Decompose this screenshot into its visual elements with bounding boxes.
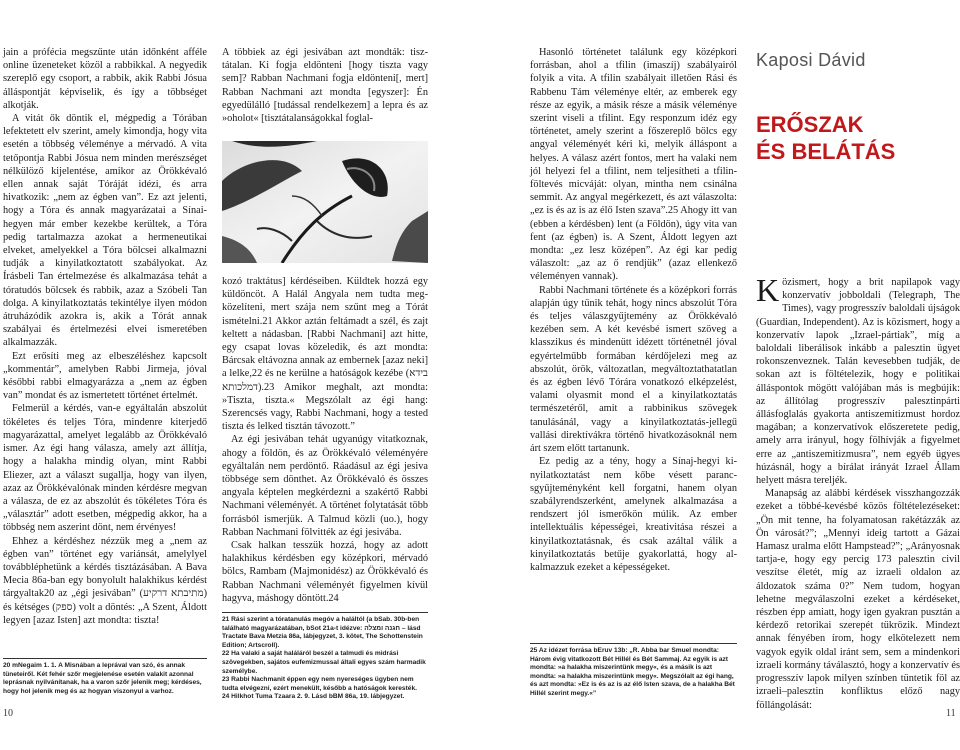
plant-silhouette-image — [222, 141, 428, 263]
drop-cap: K — [756, 272, 780, 308]
footnote: 25 Az idézet forrása bEruv 13b: „R. Abba bar Smuel mondta: Három évig vitatkozott Bét Hillél és Bét Sammaj. Az egyik is azt mondta: »a halakha miszerintünk megy«, és a másik is azt mondta: »a halakha miszerintünk megy«. Megszólalt az égi hang, és azt mondta: »Ez is és az is az élő Isten szava, de a halakha Bét Hillél szerint megy.«” — [530, 647, 735, 697]
left-column-2 — [222, 46, 428, 125]
title-line: ÉS BELÁTÁS — [756, 139, 896, 164]
page-number-right: 11 — [946, 708, 956, 719]
left-column-1 — [3, 46, 207, 627]
article-author: Kaposi Dávid — [756, 50, 866, 70]
paragraph-text: özismert, hogy a brit napilapok vagy konzervatív jobboldali (Telegraph, The Times), vagy progresszív baloldali újságok (Guardian, Independent). Az is közismert, hogy a konzervatív lapok „Izrael-pártiak”, míg a baloldali liberálisok inkább a palesztin ügyet rokonszenveznek. Talán kevesebben tudják, de sokan azt is föltételezik, hogy e politikai álláspontok mögött valójában más is megbújik: az állítólag progresszív palesztinpárti állásfoglalás gyakorta antiszemitizmust hordoz magában; a konzervatívok előszeretete pedig, amely arra irányul, hogy fölhívják a figyelmet erre az „antiszemitizmusra”, nem egyéb ügyes húzásnál, hogy a bírálat irányát Izrael Állam helyett másra tereljék. — [756, 277, 960, 487]
footnote: 21 Rási szerint a tóratanulás megóv a haláltól (a bSab. 30b-ben található magyarázatában, bSot 21a-t idézve: חגנה ומצלה – lásd Tractate Bava Metzia 86a, lábjegyzet, 3. kötet, The Schottenstein Edition; Artscroll). — [222, 616, 423, 649]
paragraph: Az égi jesivában tehát ugyanúgy vitatkoznak, ahogy a földön, és az Örökkévaló véleményére egyáltalán nem perdöntő. Ráadásul az égi jesiva többsége sem dönthet. Az Örökkévaló és összes angyala képtelen megkérdezni a szakértő Rabbi Nachmani véleményét. A történet folytatását több forrásból ismerjük. A Talmud közli (uo.), hogy Rabban Nachmani fölvitték az égi jesivába. — [222, 434, 428, 538]
footnote: 24 Hilkhot Tuma Tzaara 2. 9. Lásd bBM 86a, 19. lábjegyzet. — [222, 693, 405, 701]
article-body — [756, 272, 960, 712]
paragraph: Ezt erősíti meg az elbeszéléshez kapcsolt „kommentár”, amelyben Rabbi Jirmeja, jóval későbbi rabbi elmagyarázza a „nem az égben van” mondat és az ismertetett történet értelmét. — [3, 350, 207, 402]
right-column-3 — [530, 46, 737, 574]
paragraph: Ez pedig az a tény, hogy a Sínaj-hegyi kinyilatkoztatást nem kőbe vésett parancsgyűjteményként kell forgatni, hanem olyan szabályrendszerként, amelynek alkalmazása a rendszert jól ismerőkön múlik. Az ember intellektuális képességei, kreativitása részei a kinyilatkoztatásnak, és csak azáltal válik a kinyilatkoztatás betűje gyakorlattá, hogy alkalmazzuk ezeket a képességeket. — [530, 456, 737, 573]
title-line: ERŐSZAK — [756, 112, 864, 137]
footnotes-left — [3, 658, 207, 696]
footnote-rule — [3, 658, 207, 659]
paragraph: Hasonló történetet találunk egy középkori forrásban, ahol a tfilin (imaszíj) szabályairól folyik a vita. A tfilin szabályait illetően Rási és Rabbenu Tám véleménye eltér, az emberek egy része az egyik, a másik része a másik véleménye szerint viseli a tfilint. Egy responzum idéz egy történetet, amely szerint a főszereplő bölcs egy angyal véleményét kéri ki, melyik álláspont a helyes. A válasz azért fontos, mert ha valaki nem jól helyezi fel a tfilint, nem teljesítheti a tfilin-föltevés micváját: olyan, mintha nem csinálna semmit. Az angyal megérkezett, és azt válaszolta: „ez is és az is az élő Isten szava”.25 Ahogy itt van (ebben a kérdésben) lent (a Földön), úgy vita van fent (az égben) is. A Szent, Áldott legyen azt mondta: „ez lesz középen”. Az égi kar pedig válaszolt: „az az ő rendjük” (azaz ellenkező véleményen vannak). — [530, 47, 737, 283]
footnotes-middle — [222, 612, 428, 702]
paragraph: Felmerül a kérdés, van-e egyáltalán abszolút tökéletes és teljes Tóra, mindenre kiterjedő magyarázattal, amelyet legalább az Örökkévaló ismer. Az égi hang válasza, amely azt állítja, hogy a halakha mindig olyan, mint Rabbi Eliezer, azt a választ sugallja, hogy van ilyen, azaz az Örökkévalónak minden kérdésre megvan a válasza, de ez az abszolút és tökéletes Tóra és „választár” adott esetben, mégpedig akkor, ha a többség nem aszerint dönt, nem érvényes! — [3, 403, 207, 534]
article-title — [756, 111, 960, 165]
paragraph: jain a prófécia megszűnte után időnként afféle online üzeneteket közöl a rabbikkal. A negyedik szereplő egy csoport, a rabbik, akik Rabbi Jósua álláspontját képviselik, és így a többséget alkotják. — [3, 47, 207, 111]
paragraph: Ehhez a kérdéshez nézzük meg a „nem az égben van” történet egy variánsát, amelylyel továbbléphetünk a kérdés tisztázásában. A Bava Mecia 86a-ban egy bonyolult halakhikus kérdést tárgyaltak20 az „égi jesivában” (מתיבתא דרקיע) és kétséges (ספק) volt a döntés: „A Szent, Áldott legyen [azaz Isten] azt mondta: tiszta! — [3, 535, 207, 626]
footnote-rule — [222, 612, 428, 613]
footnote-rule — [530, 643, 737, 644]
plant-photograph — [222, 141, 428, 263]
paragraph: Csak halkan tesszük hozzá, hogy az adott halakhikus kérdésben egy középkori, mérvadó bölcs, Rambam (Majmonidész) az Örökkévaló és Rabban Nachmani véleményét figyelmen kívül hagyva, máshogy döntött.24 — [222, 540, 428, 604]
paragraph: A vitát ők döntik el, mégpedig a Tórában lefektetett elv szerint, amely kimondja, hogy vita esetén a többség véleménye a mérvadó. A vita tetőpontja Rabbi Jósua nem minden merészséget nélkülöző kijelentése, amikor az Örökkévaló ellen annak saját Tóráját idézi, és arra hivatkozik: „nem az égben van”. Ez azt jelenti, hogy a Tóra és annak magyarázatai a Sínai-hegyen már ember kezekbe kerültek, a Tóra pedig tartalmazza azokat a hermeneutikai elveket, amelyekkel a Tóra bölcsei alkalmazni tudják a kinyilatkoztatott szabályokat. Az Írásbeli Tan értelmezése és alkalmazása tehát a tóratudós bölcsek és rabbik, azaz a Szóbeli Tan dolga. A kinyilatkoztatás tekintélye ilyen módon átruházódik azokra is, akik a Tórát annak szabályai és értelmezési elvei ismeretében alkalmazzák. — [3, 113, 207, 349]
paragraph — [756, 272, 960, 487]
paragraph: A többiek az égi jesivában azt mondták: tisztátalan. Ki fogja eldönteni [hogy tiszta vagy sem]? Rabban Nachmani fogja eldönteni[, mert] Rabban Nachmani azt mondta [egyszer]: Én egyedülálló [tudással rendelkezem] a lepra és az »oholot« [tisztátalanságokkal foglal- — [222, 47, 428, 125]
footnote: 20 mNegaim 1. 1. A Misnában a leprával van szó, és annak tüneteiről. Két fehér szőr megjelenése esetén valakit azonnal leprásnak nyilvánítanak, ha a varon szőr jelenik meg; kérdéses, hogy hol jelenik meg és az hogyan viszonyul a varhoz. — [3, 662, 202, 695]
paragraph: Rabbi Nachmani története és a középkori forrás alapján úgy tűnik tehát, hogy nincs abszolút Tóra és teljes válaszgyűjtemény az Örökkévaló kezében sem. A két kevésbé ismert szöveg a klasszikus és mindenütt idézett történetnél jóval egyértelműbb formában kérdőjelezi meg az abszolút, örök, változatlan, megváltoztathatatlan és az égben lévő Tórára vonatkozó elképzelést, valami olyasmit mond el a kinyilatkoztatás természetéről, amit a rabbinikus szövegek tanulásánál, vagy a kinyilatkoztatás-jellegű vallási direktívákra történő hivatkozásoknál nem árt szem előtt tartanunk. — [530, 284, 737, 455]
footnote: 22 Ha valaki a saját haláláról beszél a talmudi és midrási szövegekben, sajátos eufemizmussal általi egyes szám harmadik személybe. — [222, 650, 426, 675]
left-column-2-continued — [222, 275, 428, 605]
paragraph: kozó traktátus] kérdéseiben. Küldtek hozzá egy küldöncöt. A Halál Angyala nem tudta megközelíteni, mert szája nem szűnt meg a Tórát ismételni.21 Akkor aztán feltámadt a szél, és zajt keltett a nádasban. [Rabbi Nachmani] azt hitte, egy csapat lovas közeledik, és azt mondta: Bárcsak eltávozna annak az embernek [azaz neki] a lelke,22 és ne kerülne a hatóságok kezébe (בידא דמלכותא).23 Amikor meghalt, azt mondta: »Tiszta, tiszta.« Megszólalt az égi hang: Szerencsés vagy, Rabbi Nachmani, hogy a tested tiszta és lelked tisztán távozott.” — [222, 276, 428, 433]
paragraph: Manapság az alábbi kérdések visszhangozzák ezeket a többé-kevésbé közös föltételezéseket: „Ön mit tenne, ha folyamatosan rakétázzák az Ön városát?”; „Mennyi ideig tartott a Gázai Hamasz uralma előtt Hampstead?”; „Arányosnak tartja-e, hogy egy percig 173 palesztin civil veszítse életét, míg az izraeli oldalon az áldozatok száma 0?” Nem tudom, hogyan lehetne megválaszolni ezeket a kérdéseket, részben épp amiatt, hogy igen gyakran pusztán a kérdező retorikai szerepét tükrözik. Mindezt annak fényében írom, hogy elkötelezett nem vagyok egyik oldal iránt sem, sem a mindenkori izraeli kormány táválasztó, hogy a konzervatív és progresszív lapok milyen színben tüntetik föl az izraeli–palesztin konfliktus előző nagy föllángolását: — [756, 488, 960, 711]
footnotes-right — [530, 643, 737, 699]
footnote: 23 Rabbi Nachmanit éppen egy nem nyereséges ügyben nem tudta elvégezni, ezért menekült, később a hatóságok keresték. — [222, 676, 417, 692]
page-number-left: 10 — [3, 708, 13, 719]
